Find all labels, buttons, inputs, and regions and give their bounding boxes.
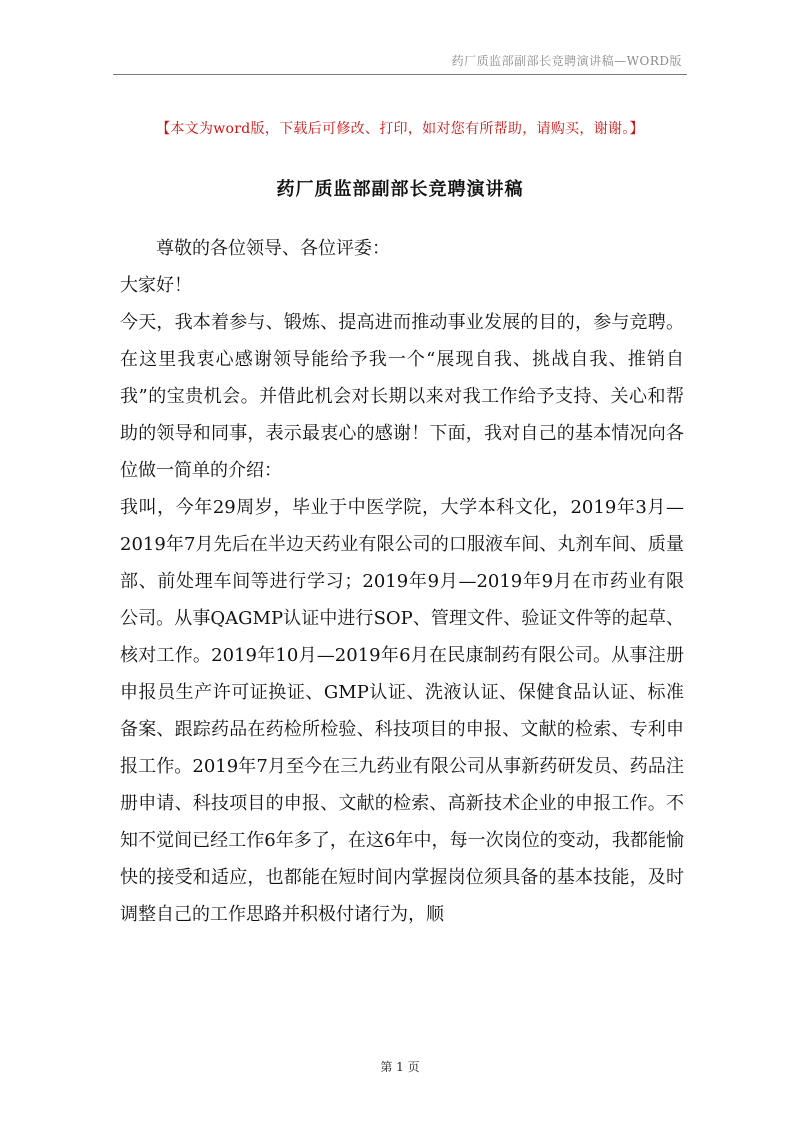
paragraph-intro: 今天，我本着参与、锻炼、提高进而推动事业发展的目的，参与竞聘。在这里我衷心感谢领导能给予我一个“展现自我、挑战自我、推销自我”的宝贵机会。并借此机会对长期以来对我工作给予支持、关心和帮助的领导和同事，表示最衷心的感谢！下面，我对自己的基本情况向各位做一简单的介绍： (120, 312, 684, 481)
paragraph-background: 我叫，今年29周岁，毕业于中医学院，大学本科文化，2019年3月—2019年7月先后在半边天药业有限公司的口服液车间、丸剂车间、质量部、前处理车间等进行学习；2019年9月—2019年9月在市药业有限公司。从事QAGMP认证中进行SOP、管理文件、验证文件等的起草、核对工作。2019年10月—2019年6月在民康制药有限公司。从事注册申报员生产许可证换证、GMP认证、洗液认证、保健食品认证、标准备案、跟踪药品在药检所检验、科技项目的申报、文献的检索、专利申报工作。2019年7月至今在三九药业有限公司从事新药研发员、药品注册申请、科技项目的申报、文献的检索、高新技术企业的申报工作。不知不觉间已经工作6年多了，在这6年中，每一次岗位的变动，我都能愉快的接受和适应，也都能在短时间内掌握岗位须具备的基本技能，及时调整自己的工作思路并积极付诸行为，顺 (120, 497, 684, 925)
running-header: 药厂质监部副部长竞聘演讲稿—WORD版 (451, 54, 682, 68)
document-body (120, 230, 684, 933)
page-number: 第 1 页 (380, 1060, 420, 1074)
download-notice: 【本文为word版，下载后可修改、打印，如对您有所帮助，请购买，谢谢。】 (156, 121, 644, 137)
salutation: 尊敬的各位领导、各位评委： (156, 238, 390, 259)
greeting: 大家好！ (120, 275, 192, 296)
document-title: 药厂质监部副部长竞聘演讲稿 (276, 179, 524, 200)
header-rule (113, 74, 687, 75)
